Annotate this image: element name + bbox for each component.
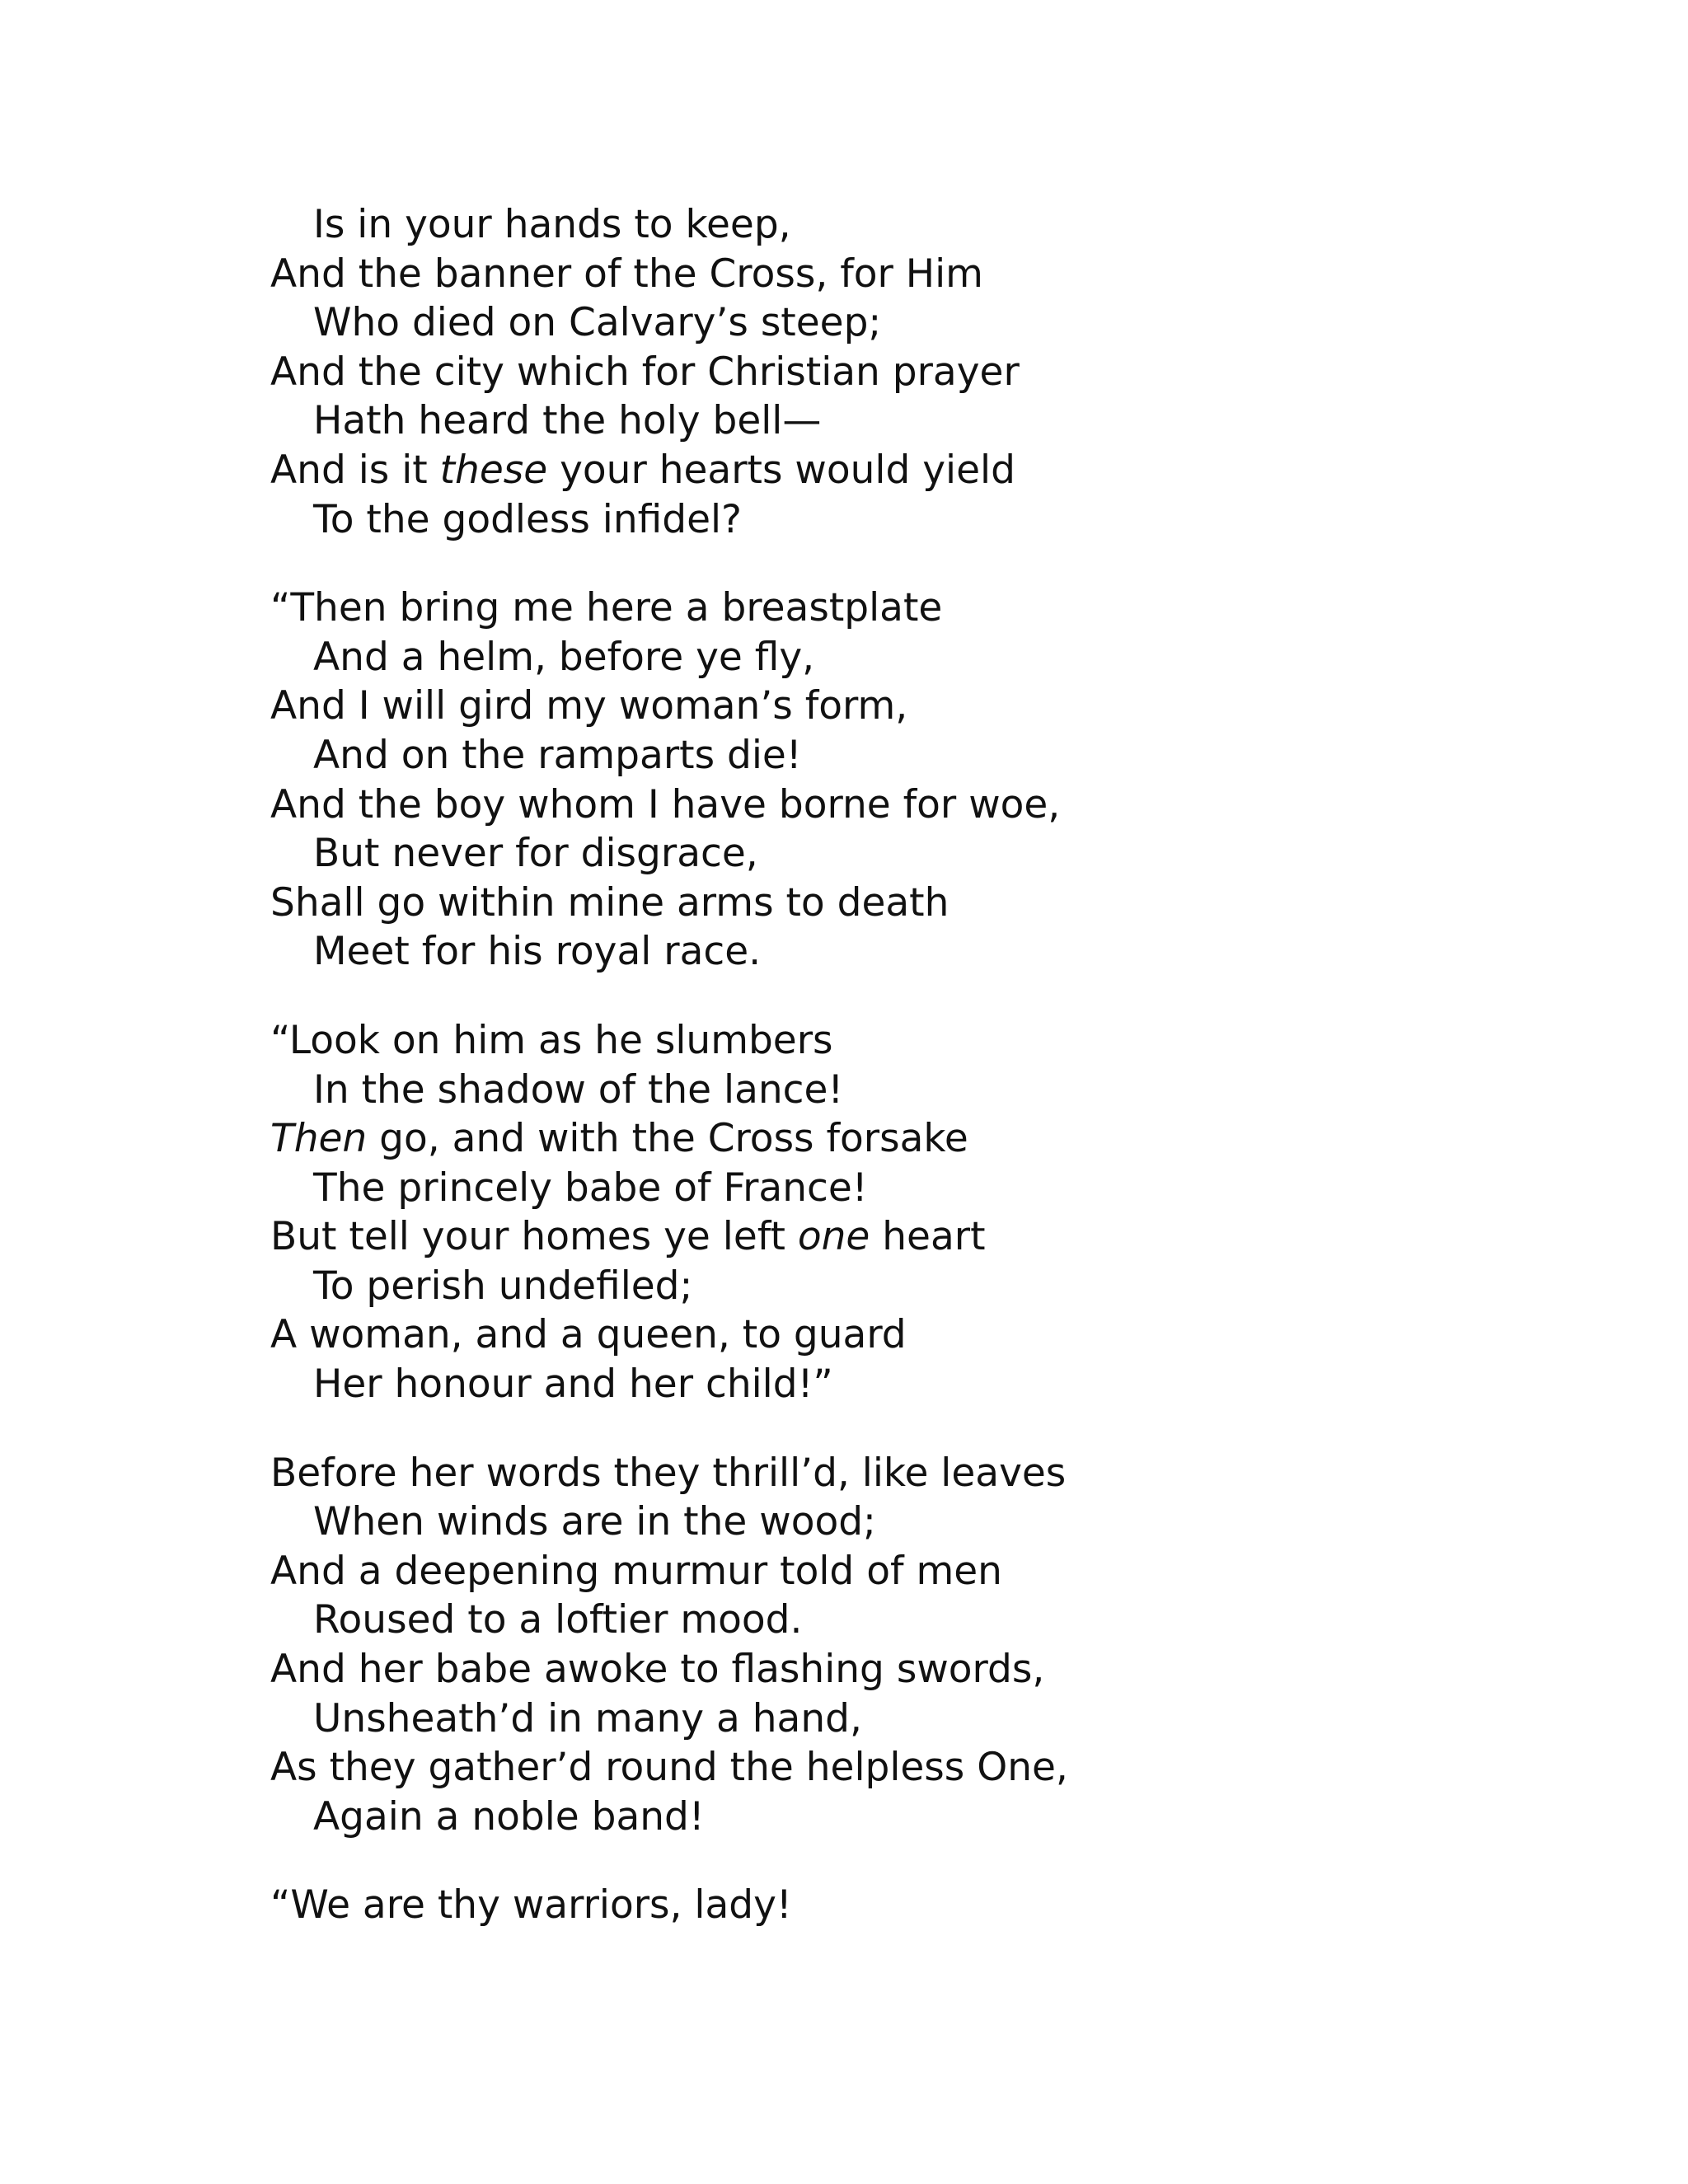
text-segment: Meet for his royal race. [313, 929, 762, 975]
poem-text [270, 200, 1507, 1970]
text-segment: Again a noble band! [313, 1793, 705, 1840]
text-segment: And the banner of the Cross, for Him [270, 251, 983, 297]
poem-line-indented [270, 1793, 1507, 1842]
poem-line-indented [270, 298, 1507, 348]
stanza [270, 1016, 1507, 1409]
poem-line-indented [270, 495, 1507, 545]
text-segment: But never for disgrace, [313, 831, 758, 877]
poem-line-indented [270, 1360, 1507, 1409]
text-segment: “Then bring me here a breastplate [270, 585, 943, 631]
text-segment: As they gather’d round the helpless One, [270, 1745, 1068, 1791]
text-segment: heart [870, 1214, 986, 1260]
poem-line [270, 1212, 1507, 1262]
text-segment: Hath heard the holy bell— [313, 398, 822, 444]
text-segment: But tell your homes ye left [270, 1214, 798, 1260]
text-segment: And her babe awoke to flashing swords, [270, 1647, 1045, 1693]
poem-line [270, 250, 1507, 299]
italic-text-segment: one [797, 1214, 870, 1260]
italic-text-segment: Then [270, 1116, 368, 1162]
text-segment: “Look on him as he slumbers [270, 1017, 833, 1063]
poem-line-indented [270, 1694, 1507, 1744]
poem-line [270, 1016, 1507, 1066]
poem-line-indented [270, 396, 1507, 446]
poem-line-indented [270, 1596, 1507, 1645]
poem-line-indented [270, 1497, 1507, 1547]
poem-line-indented [270, 1066, 1507, 1115]
text-segment: Her honour and her child!” [313, 1361, 833, 1408]
poem-line [270, 1645, 1507, 1694]
poem-line [270, 1547, 1507, 1596]
poem-line-indented [270, 731, 1507, 780]
poem-line-indented [270, 200, 1507, 250]
stanza [270, 1881, 1507, 1930]
text-segment: A woman, and a queen, to guard [270, 1312, 907, 1358]
poem-line [270, 348, 1507, 397]
poem-line [270, 1114, 1507, 1164]
poem-line [270, 446, 1507, 495]
text-segment: And a deepening murmur told of men [270, 1548, 1002, 1594]
text-segment: And the city which for Christian prayer [270, 349, 1020, 395]
text-segment: And on the ramparts die! [313, 732, 802, 778]
text-segment: Is in your hands to keep, [313, 202, 791, 247]
text-segment: To the godless infidel? [313, 496, 743, 542]
text-segment: Shall go within mine arms to death [270, 879, 950, 926]
text-segment: And is it [270, 447, 440, 493]
stanza [270, 1449, 1507, 1842]
text-segment: “We are thy warriors, lady! [270, 1882, 792, 1929]
poem-line-indented [270, 1164, 1507, 1213]
text-segment: Roused to a loftier mood. [313, 1597, 803, 1643]
text-segment: And I will gird my woman’s form, [270, 683, 908, 729]
poem-line [270, 1881, 1507, 1930]
text-segment: go, and with the Cross forsake [367, 1116, 968, 1162]
text-segment: In the shadow of the lance! [313, 1066, 844, 1113]
poem-line [270, 682, 1507, 731]
poem-line-indented [270, 927, 1507, 977]
text-segment: To perish undefiled; [313, 1263, 693, 1309]
text-segment: And a helm, before ye fly, [313, 634, 815, 680]
stanza [270, 200, 1507, 544]
text-segment: Before her words they thrill’d, like leaves [270, 1450, 1067, 1496]
text-segment: When winds are in the wood; [313, 1499, 876, 1545]
italic-text-segment: these [439, 447, 548, 493]
stanza [270, 583, 1507, 977]
text-segment: The princely babe of France! [313, 1165, 868, 1211]
poem-line [270, 780, 1507, 830]
text-segment: Who died on Calvary’s steep; [313, 300, 882, 346]
poem-line [270, 1449, 1507, 1498]
poem-line-indented [270, 633, 1507, 682]
poem-line [270, 1743, 1507, 1793]
poem-line-indented [270, 1262, 1507, 1311]
poem-line [270, 879, 1507, 928]
text-segment: your hearts would yield [547, 447, 1015, 493]
text-segment: Unsheath’d in many a hand, [313, 1695, 862, 1741]
poem-line-indented [270, 829, 1507, 879]
poem-line [270, 583, 1507, 633]
text-segment: And the boy whom I have borne for woe, [270, 781, 1061, 827]
poem-line [270, 1310, 1507, 1360]
